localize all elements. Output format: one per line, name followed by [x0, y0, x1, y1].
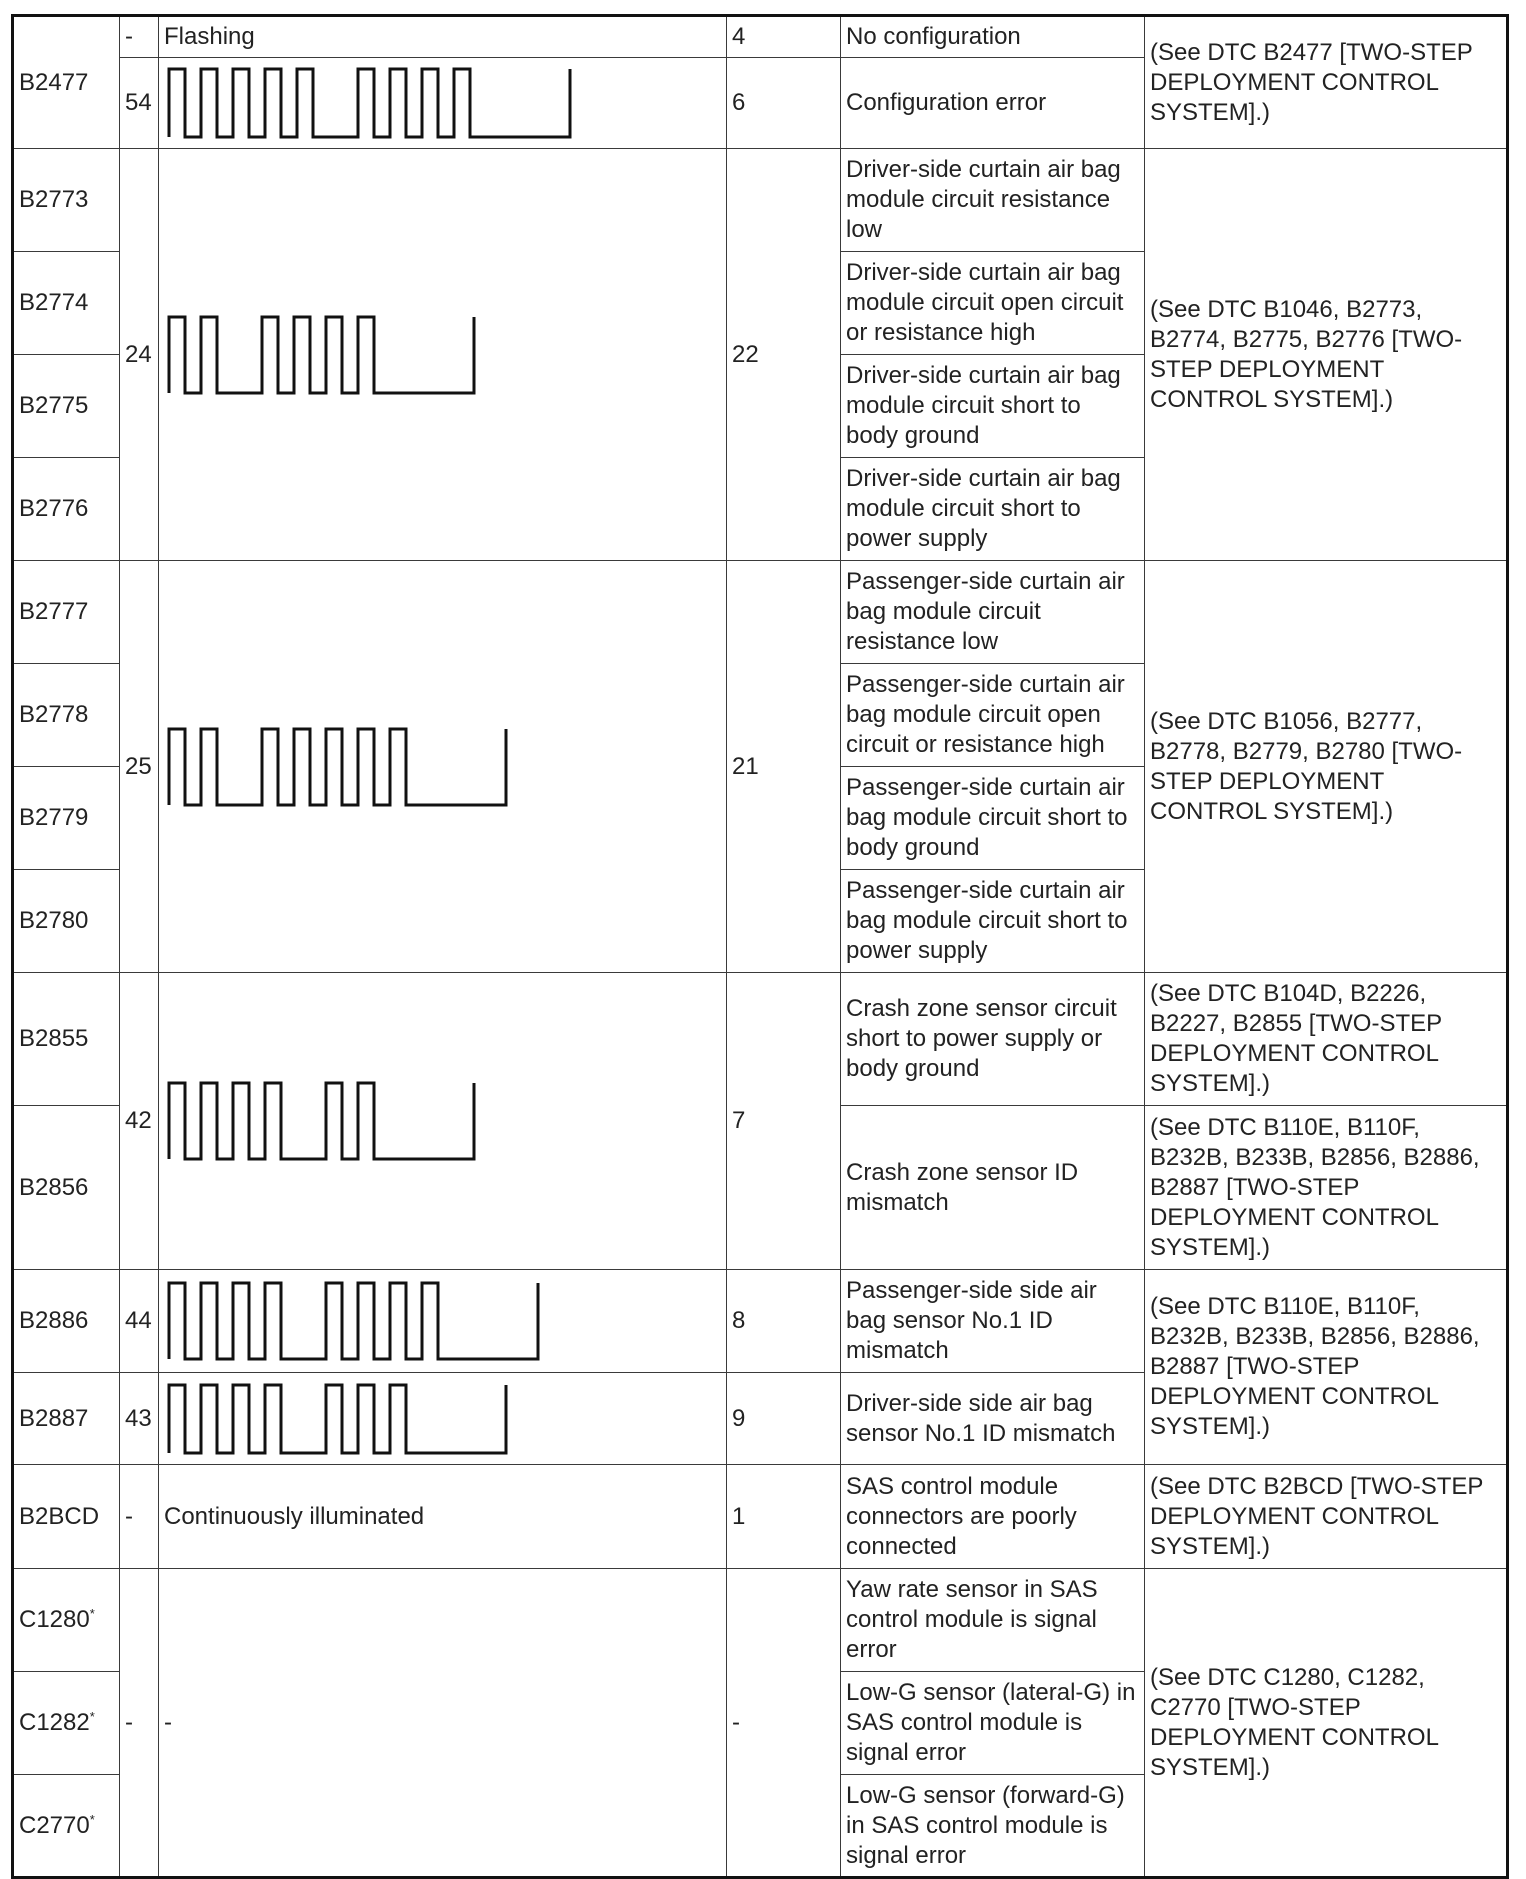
dtc-code: C1280	[19, 1606, 90, 1633]
dtc-description: Low-G sensor (lateral-G) in SAS control module is signal error	[841, 1672, 1145, 1775]
dtc-description: Low-G sensor (forward-G) in SAS control module is signal error	[841, 1775, 1145, 1878]
table-row	[13, 561, 1508, 664]
dtc-description: Configuration error	[841, 58, 1145, 149]
reference-link[interactable]: (See DTC B104D, B2226, B2227, B2855 [TWO-STEP DEPLOYMENT CONTROL SYSTEM].)	[1145, 973, 1508, 1106]
waveform-line	[169, 1385, 506, 1453]
dtc-code: B2887	[13, 1373, 120, 1465]
dtc-description: Passenger-side curtain air bag module circuit resistance low	[841, 561, 1145, 664]
dtc-description: Crash zone sensor circuit short to power supply or body ground	[841, 973, 1145, 1106]
flash-pattern: -	[159, 1569, 727, 1878]
waveform-graphic	[163, 305, 723, 405]
dtc-code: B2776	[13, 458, 120, 561]
dtc-code: C1282	[19, 1709, 90, 1736]
dtc-number: 7	[727, 973, 841, 1270]
dtc-code: B2856	[13, 1106, 120, 1270]
dtc-number: -	[727, 1569, 841, 1878]
table-row	[13, 973, 1508, 1106]
dtc-number: 6	[727, 58, 841, 149]
dtc-number: 1	[727, 1465, 841, 1569]
waveform-graphic	[163, 717, 723, 817]
dtc-number: 21	[727, 561, 841, 973]
flash-waveform	[159, 149, 727, 561]
dtc-number: 8	[727, 1270, 841, 1373]
flash-count: 43	[120, 1373, 159, 1465]
waveform-line	[169, 729, 506, 805]
table-row	[13, 1270, 1508, 1373]
dtc-description: Driver-side curtain air bag module circuit short to power supply	[841, 458, 1145, 561]
dtc-description: Driver-side curtain air bag module circuit short to body ground	[841, 355, 1145, 458]
dtc-description: Passenger-side curtain air bag module circuit short to body ground	[841, 767, 1145, 870]
flash-pattern: Continuously illuminated	[159, 1465, 727, 1569]
dtc-code: B2BCD	[13, 1465, 120, 1569]
table-row	[13, 149, 1508, 252]
footnote-mark: *	[89, 1811, 95, 1827]
dtc-code: B2780	[13, 870, 120, 973]
flash-waveform	[159, 973, 727, 1270]
dtc-code: B2779	[13, 767, 120, 870]
dtc-description: No configuration	[841, 16, 1145, 58]
reference-link[interactable]: (See DTC B2BCD [TWO-STEP DEPLOYMENT CONTROL SYSTEM].)	[1145, 1465, 1508, 1569]
dtc-number: 4	[727, 16, 841, 58]
flash-count: -	[120, 1465, 159, 1569]
reference-link[interactable]: (See DTC B2477 [TWO-STEP DEPLOYMENT CONTROL SYSTEM].)	[1145, 16, 1508, 149]
flash-waveform	[159, 58, 727, 149]
reference-link[interactable]: (See DTC B110E, B110F, B232B, B233B, B2856, B2886, B2887 [TWO-STEP DEPLOYMENT CONTROL SYSTEM].)	[1145, 1270, 1508, 1465]
waveform-graphic	[163, 1271, 723, 1371]
dtc-description: Driver-side side air bag sensor No.1 ID mismatch	[841, 1373, 1145, 1465]
dtc-code: B2886	[13, 1270, 120, 1373]
table-row	[13, 1569, 1508, 1672]
dtc-description: Crash zone sensor ID mismatch	[841, 1106, 1145, 1270]
dtc-code-cell	[13, 1569, 120, 1672]
dtc-code: C2770	[19, 1811, 90, 1839]
flash-waveform	[159, 1270, 727, 1373]
dtc-code: B2778	[13, 664, 120, 767]
waveform-graphic	[163, 1071, 723, 1171]
dtc-code: B2777	[13, 561, 120, 664]
waveform-line	[169, 317, 474, 393]
dtc-number: 22	[727, 149, 841, 561]
dtc-description: Driver-side curtain air bag module circuit resistance low	[841, 149, 1145, 252]
flash-pattern: Flashing	[159, 16, 727, 58]
dtc-description: Yaw rate sensor in SAS control module is signal error	[841, 1569, 1145, 1672]
flash-count: 44	[120, 1270, 159, 1373]
waveform-graphic	[163, 1374, 723, 1464]
dtc-table	[11, 14, 1509, 1879]
dtc-description: Passenger-side curtain air bag module circuit open circuit or resistance high	[841, 664, 1145, 767]
flash-waveform	[159, 1373, 727, 1465]
reference-link[interactable]: (See DTC C1280, C1282, C2770 [TWO-STEP DEPLOYMENT CONTROL SYSTEM].)	[1145, 1569, 1508, 1878]
flash-count: 25	[120, 561, 159, 973]
dtc-description: Passenger-side side air bag sensor No.1 ID mismatch	[841, 1270, 1145, 1373]
flash-count: -	[120, 1569, 159, 1878]
dtc-description: Driver-side curtain air bag module circuit open circuit or resistance high	[841, 252, 1145, 355]
flash-count: -	[120, 16, 159, 58]
flash-count: 42	[120, 973, 159, 1270]
waveform-line	[169, 1283, 538, 1359]
dtc-code: B2855	[13, 973, 120, 1106]
flash-count: 24	[120, 149, 159, 561]
dtc-code: B2774	[13, 252, 120, 355]
waveform-graphic	[163, 58, 723, 148]
table-row	[13, 1465, 1508, 1569]
dtc-description: SAS control module connectors are poorly connected	[841, 1465, 1145, 1569]
flash-waveform	[159, 561, 727, 973]
reference-link[interactable]: (See DTC B1056, B2777, B2778, B2779, B2780 [TWO-STEP DEPLOYMENT CONTROL SYSTEM].)	[1145, 561, 1508, 973]
table-row	[13, 16, 1508, 58]
reference-link[interactable]: (See DTC B1046, B2773, B2774, B2775, B2776 [TWO-STEP DEPLOYMENT CONTROL SYSTEM].)	[1145, 149, 1508, 561]
reference-link[interactable]: (See DTC B110E, B110F, B232B, B233B, B2856, B2886, B2887 [TWO-STEP DEPLOYMENT CONTROL SYSTEM].)	[1145, 1106, 1508, 1270]
waveform-line	[169, 1083, 474, 1159]
dtc-number: 9	[727, 1373, 841, 1465]
footnote-mark: *	[89, 1709, 95, 1724]
dtc-code-cell	[13, 1775, 120, 1878]
dtc-description: Passenger-side curtain air bag module circuit short to power supply	[841, 870, 1145, 973]
dtc-code-cell	[13, 1672, 120, 1775]
dtc-code: B2775	[13, 355, 120, 458]
waveform-line	[169, 69, 570, 137]
flash-count: 54	[120, 58, 159, 149]
footnote-mark: *	[89, 1606, 95, 1621]
dtc-code: B2477	[13, 16, 120, 149]
dtc-code: B2773	[13, 149, 120, 252]
